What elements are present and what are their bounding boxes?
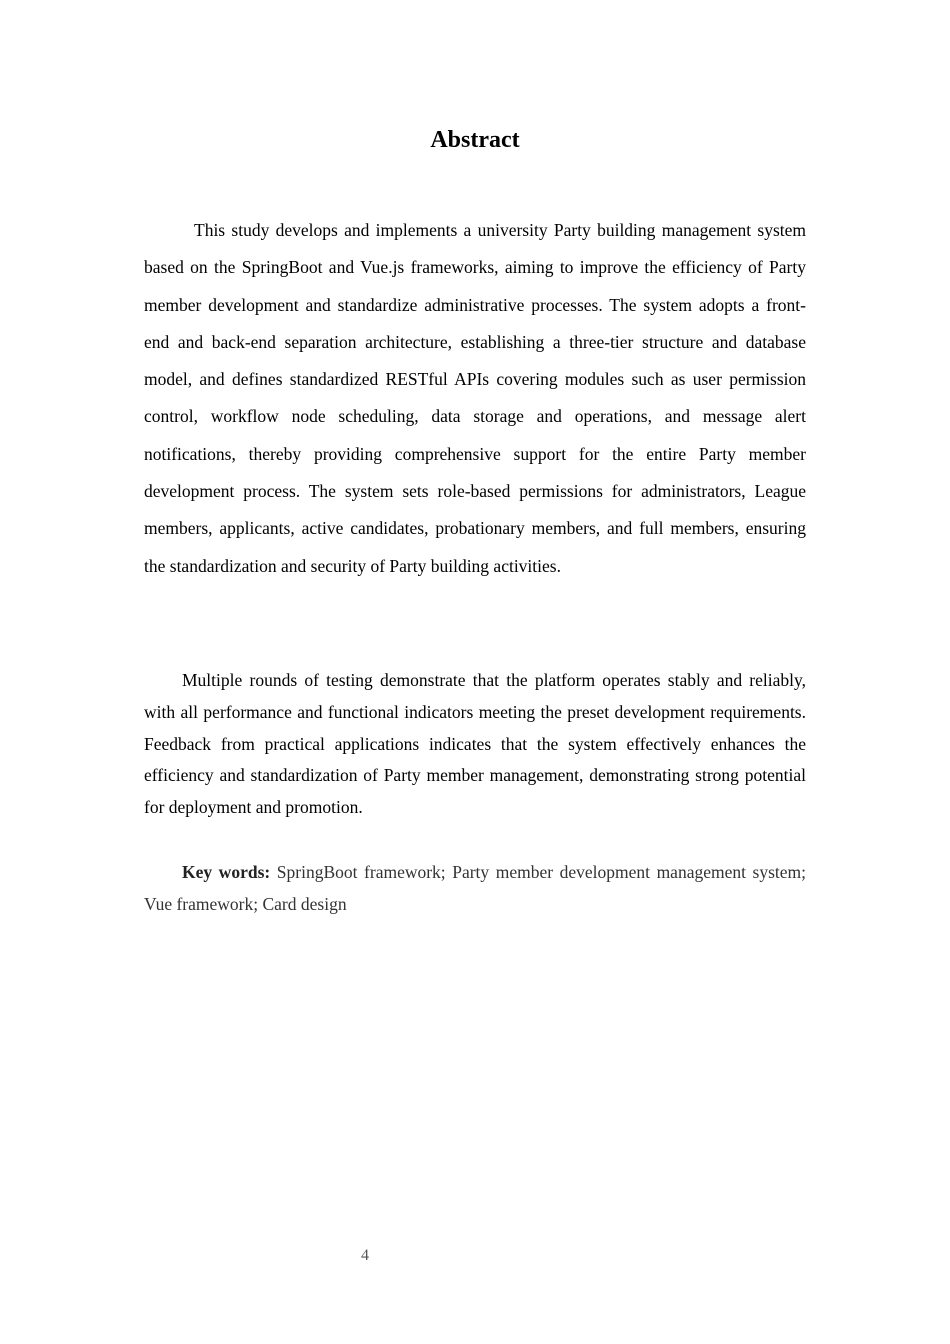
page-number: 4: [361, 1247, 369, 1264]
keywords-text: SpringBoot framework; Party member development management system; Vue framework; Card design: [144, 862, 807, 914]
abstract-title: Abstract: [430, 127, 520, 153]
keywords-label: Key words:: [182, 862, 271, 882]
abstract-paragraph-2: Multiple rounds of testing demonstrate that the platform operates stably and reliably, with all performance and functional indicators meeting the preset development requirements. Feedback from practical applications indicates that the system effectively enhances the efficiency and standardization of Party member management, demonstrating strong potential for deployment and promotion.: [144, 670, 806, 818]
abstract-paragraph-1: This study develops and implements a university Party building management system based on the SpringBoot and Vue.js frameworks, aiming to improve the efficiency of Party member development and standardize administrative processes. The system adopts a front-end and back-end separation architecture, establishing a three-tier structure and database model, and defines standardized RESTful APIs covering modules such as user permission control, workflow node scheduling, data storage and operations, and message alert notifications, thereby providing comprehensive support for the entire Party member development process. The system sets role-based permissions for administrators, League members, applicants, active candidates, probationary members, and full members, ensuring the standardization and security of Party building activities.: [144, 220, 806, 576]
keywords-line: [144, 857, 806, 921]
